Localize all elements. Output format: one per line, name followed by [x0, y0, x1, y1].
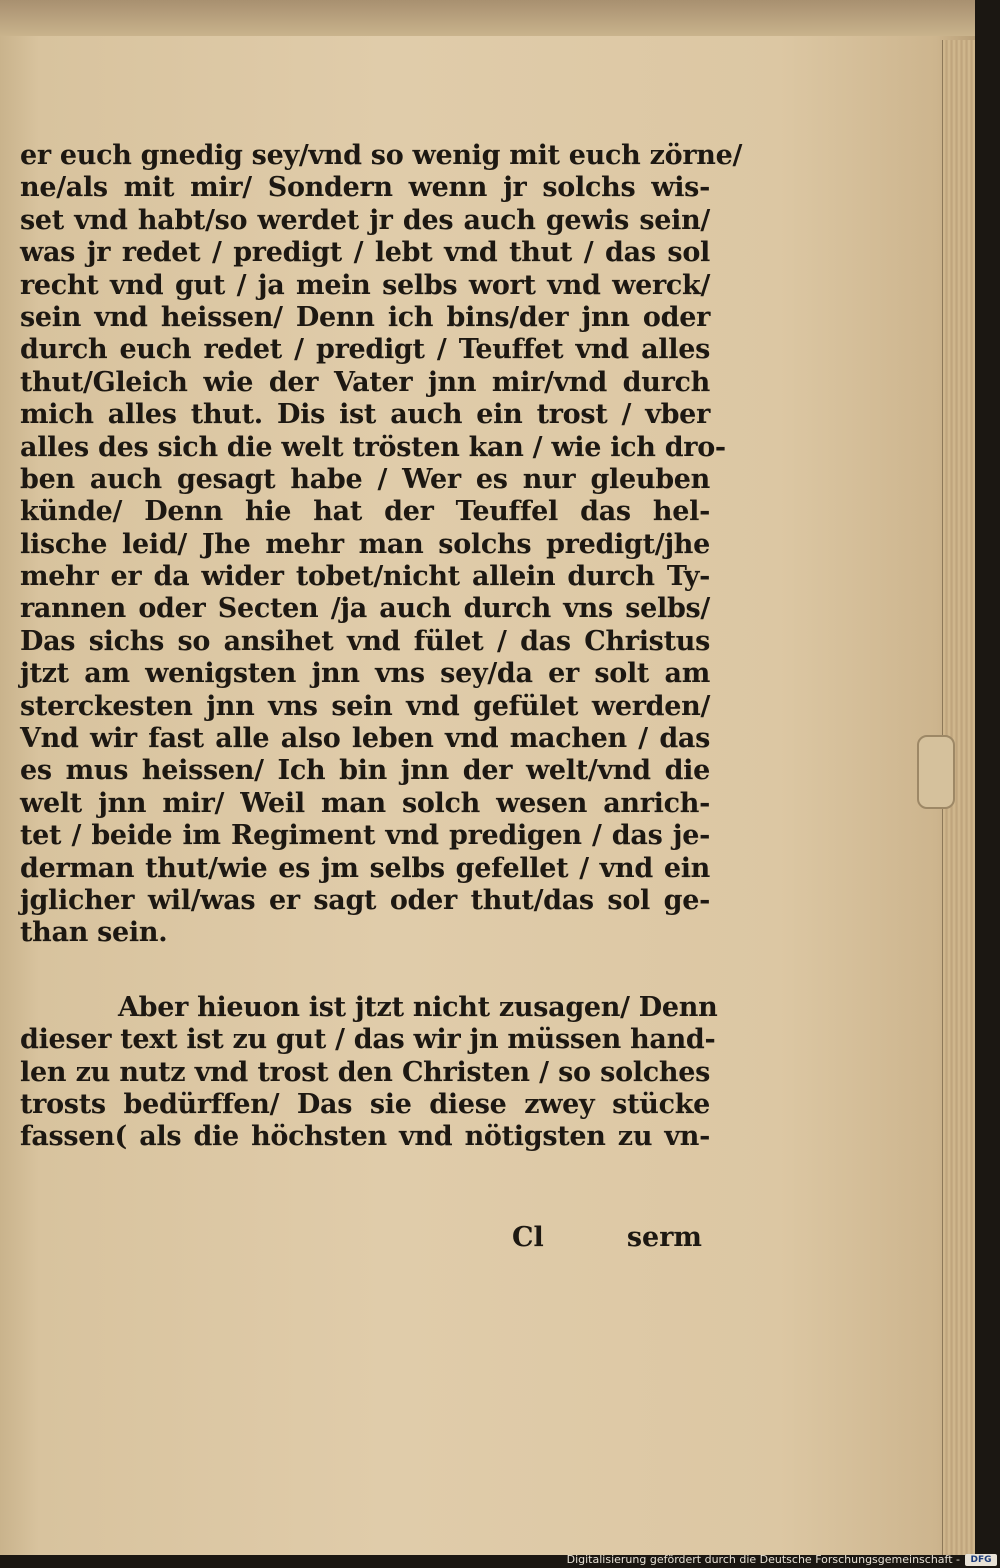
text-line: ben auch gesagt habe / Wer es nur gleuben [20, 463, 710, 495]
catchword-row [20, 1222, 710, 1256]
text-line: sein vnd heissen/ Denn ich bins/der jnn oder [20, 301, 710, 333]
text-line: tet / beide im Regiment vnd predigen / das je- [20, 820, 710, 852]
text-line: lische leid/ Jhe mehr man solchs predigt/jhe [20, 528, 710, 560]
text-line: sterckesten jnn vns sein vnd gefület werden/ [20, 690, 710, 722]
text-line: dieser text ist zu gut / das wir jn müssen hand- [20, 1024, 716, 1056]
text-line: jtzt am wenigsten jnn vns sey/da er solt am [20, 658, 710, 690]
text-line: durch euch redet / predigt / Teuffet vnd alles [20, 334, 710, 366]
text-line: len zu nutz vnd trost den Christen / so solches [20, 1056, 710, 1088]
text-line: mehr er da wider tobet/nicht allein durch Ty- [20, 561, 710, 593]
paragraph-gap [20, 950, 710, 992]
text-line: ne/als mit mir/ Sondern wenn jr solchs wis- [20, 172, 710, 204]
text-line: was jr redet / predigt / lebt vnd thut / das sol [20, 237, 710, 269]
text-line: welt jnn mir/ Weil man solch wesen anrich- [20, 787, 710, 819]
text-line: thut/Gleich wie der Vater jnn mir/vnd durch [20, 366, 710, 398]
text-line: fassen( als die höchsten vnd nötigsten zu vn- [20, 1121, 710, 1153]
text-line: Das sichs so ansihet vnd fület / das Christus [20, 625, 710, 657]
text-line: trosts bedürffen/ Das sie diese zwey stücke [20, 1088, 710, 1120]
text-line: Vnd wir fast alle also leben vnd machen / das [20, 723, 710, 755]
text-line: set vnd habt/so werdet jr des auch gewis sein/ [20, 204, 710, 236]
text-line: derman thut/wie es jm selbs gefellet / vnd ein [20, 852, 710, 884]
book-clasp [917, 735, 955, 809]
text-line: recht vnd gut / ja mein selbs wort vnd werck/ [20, 269, 710, 301]
catchword: serm [626, 1222, 702, 1253]
dfg-logo: DFG [965, 1554, 997, 1566]
text-line: es mus heissen/ Ich bin jnn der welt/vnd die [20, 755, 710, 787]
text-line: rannen oder Secten /ja auch durch vns selbs/ [20, 593, 710, 625]
credit-text: Digitalisierung gefördert durch die Deutsche Forschungsgemeinschaft - [566, 1553, 960, 1566]
page-top-edge [0, 0, 975, 36]
text-line: alles des sich die welt trösten kan / wie ich dro- [20, 431, 726, 463]
text-line: künde/ Denn hie hat der Teuffel das hel- [20, 496, 710, 528]
text-line: jglicher wil/was er sagt oder thut/das sol ge- [20, 884, 710, 916]
text-line: than sein. [20, 917, 168, 949]
text-line: er euch gnedig sey/vnd so wenig mit euch zörne/ [20, 140, 743, 171]
text-line: mich alles thut. Dis ist auch ein trost / vber [20, 399, 710, 431]
text-line: Aber hieuon ist jtzt nicht zusagen/ Denn [118, 991, 718, 1023]
text-block [20, 140, 743, 1154]
signature-mark: Cl [512, 1222, 544, 1253]
